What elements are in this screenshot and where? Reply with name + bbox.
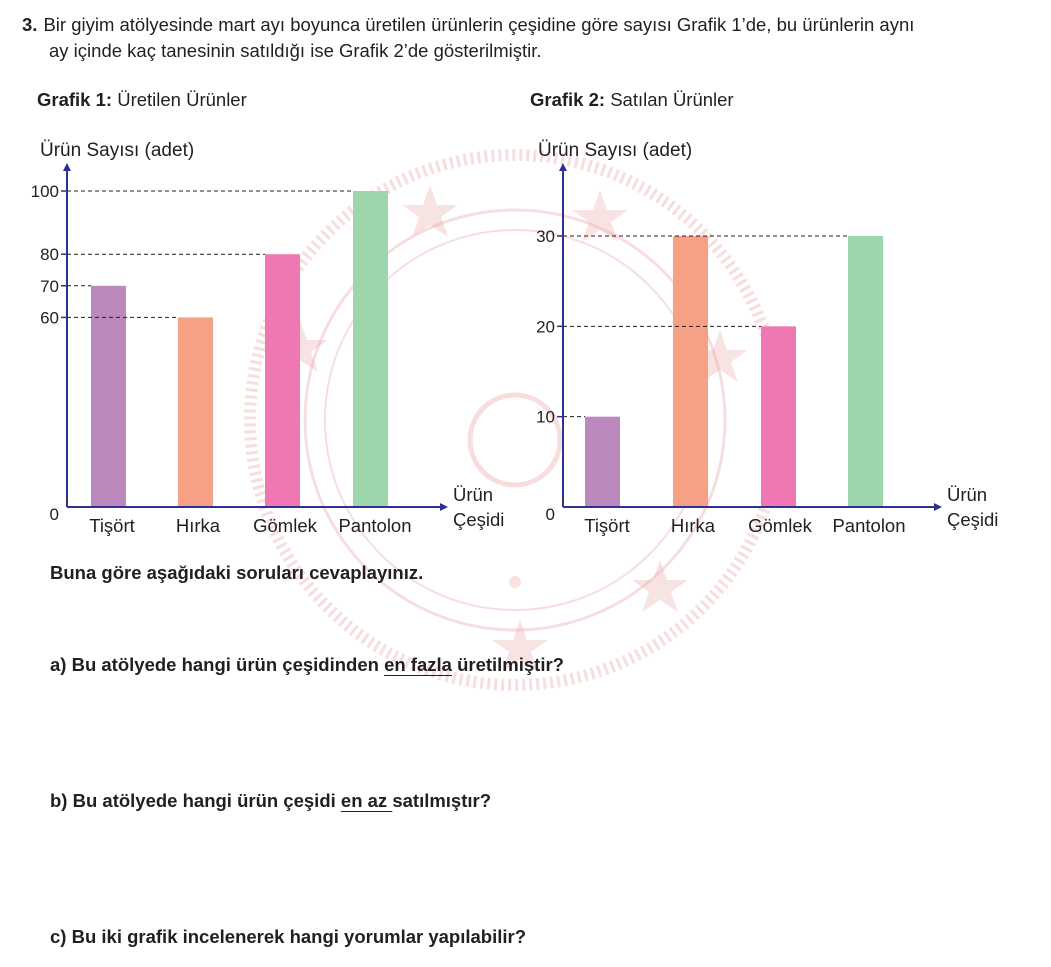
chart-2 <box>557 163 942 511</box>
chart-1-category-tişört: Tişört <box>89 515 135 536</box>
chart-1-tick-label-70: 70 <box>40 276 59 296</box>
chart-2-tick-label-20: 20 <box>536 317 555 337</box>
chart-2-y-arrow <box>559 163 567 171</box>
chart-2-category-hırka: Hırka <box>670 515 716 536</box>
instruction-text: Buna göre aşağıdaki soruları cevaplayınız. <box>50 562 424 583</box>
question-b-after: satılmıştır? <box>392 790 492 811</box>
chart-2-origin-label: 0 <box>545 505 555 524</box>
chart-1 <box>61 163 448 511</box>
chart-2-category-gömlek: Gömlek <box>748 515 812 536</box>
chart-1-title-bold: Grafik 1: <box>37 89 113 110</box>
chart-2-x-label-line-1: Ürün <box>947 484 988 505</box>
chart-2-bar-tişört <box>585 417 620 507</box>
question-a-after: üretilmiştir? <box>451 654 564 675</box>
question-b <box>50 790 491 812</box>
chart-1-category-gömlek: Gömlek <box>253 515 317 536</box>
question-b-before: b) Bu atölyede hangi ürün çeşidi <box>50 790 341 811</box>
chart-1-bar-gömlek <box>265 254 300 507</box>
question-c: c) Bu iki grafik incelenerek hangi yorumlar yapılabilir? <box>50 926 527 947</box>
chart-1-category-hırka: Hırka <box>175 515 221 536</box>
chart-1-bar-hırka <box>178 317 213 507</box>
question-number: 3. <box>22 14 38 35</box>
chart-2-x-arrow <box>934 503 942 511</box>
chart-2-bar-gömlek <box>761 326 796 507</box>
chart-1-bar-tişört <box>91 286 126 507</box>
question-line-2: ay içinde kaç tanesinin satıldığı ise Grafik 2’de gösterilmiştir. <box>49 40 542 61</box>
chart-1-x-label-line-1: Ürün <box>453 484 494 505</box>
chart-1-title-text: Üretilen Ürünler <box>117 89 247 110</box>
chart-1-category-pantolon: Pantolon <box>338 515 412 536</box>
question-a <box>50 654 564 676</box>
chart-1-x-arrow <box>440 503 448 511</box>
chart-1-tick-label-100: 100 <box>30 182 59 201</box>
question-line-1: Bir giyim atölyesinde mart ayı boyunca üretilen ürünlerin çeşidine göre sayısı Grafik 1’de, bu ürünlerin aynı <box>43 14 915 35</box>
chart-1-tick-label-60: 60 <box>40 308 59 328</box>
chart-1-x-label-line-2: Çeşidi <box>453 509 505 530</box>
chart-2-tick-label-10: 10 <box>536 407 555 427</box>
chart-2-y-label: Ürün Sayısı (adet) <box>538 140 693 161</box>
chart-2-tick-label-30: 30 <box>536 227 555 246</box>
chart-1-bar-pantolon <box>353 191 388 507</box>
chart-2-bar-hırka <box>673 236 708 507</box>
chart-2-bar-pantolon <box>848 236 883 507</box>
chart-2-x-label-line-2: Çeşidi <box>947 509 999 530</box>
chart-2-title-bold: Grafik 2: <box>530 89 606 110</box>
chart-2-category-pantolon: Pantolon <box>832 515 906 536</box>
chart-1-tick-label-80: 80 <box>40 245 59 265</box>
chart-2-category-tişört: Tişört <box>584 515 630 536</box>
chart-2-title-text: Satılan Ürünler <box>610 89 734 110</box>
question-a-underlined: en fazla <box>384 654 452 675</box>
chart-1-y-label: Ürün Sayısı (adet) <box>40 140 195 161</box>
chart-1-y-arrow <box>63 163 71 171</box>
question-b-underlined: en az <box>340 790 393 811</box>
question-a-before: a) Bu atölyede hangi ürün çeşidinden <box>50 654 385 675</box>
chart-1-origin-label: 0 <box>49 505 59 524</box>
